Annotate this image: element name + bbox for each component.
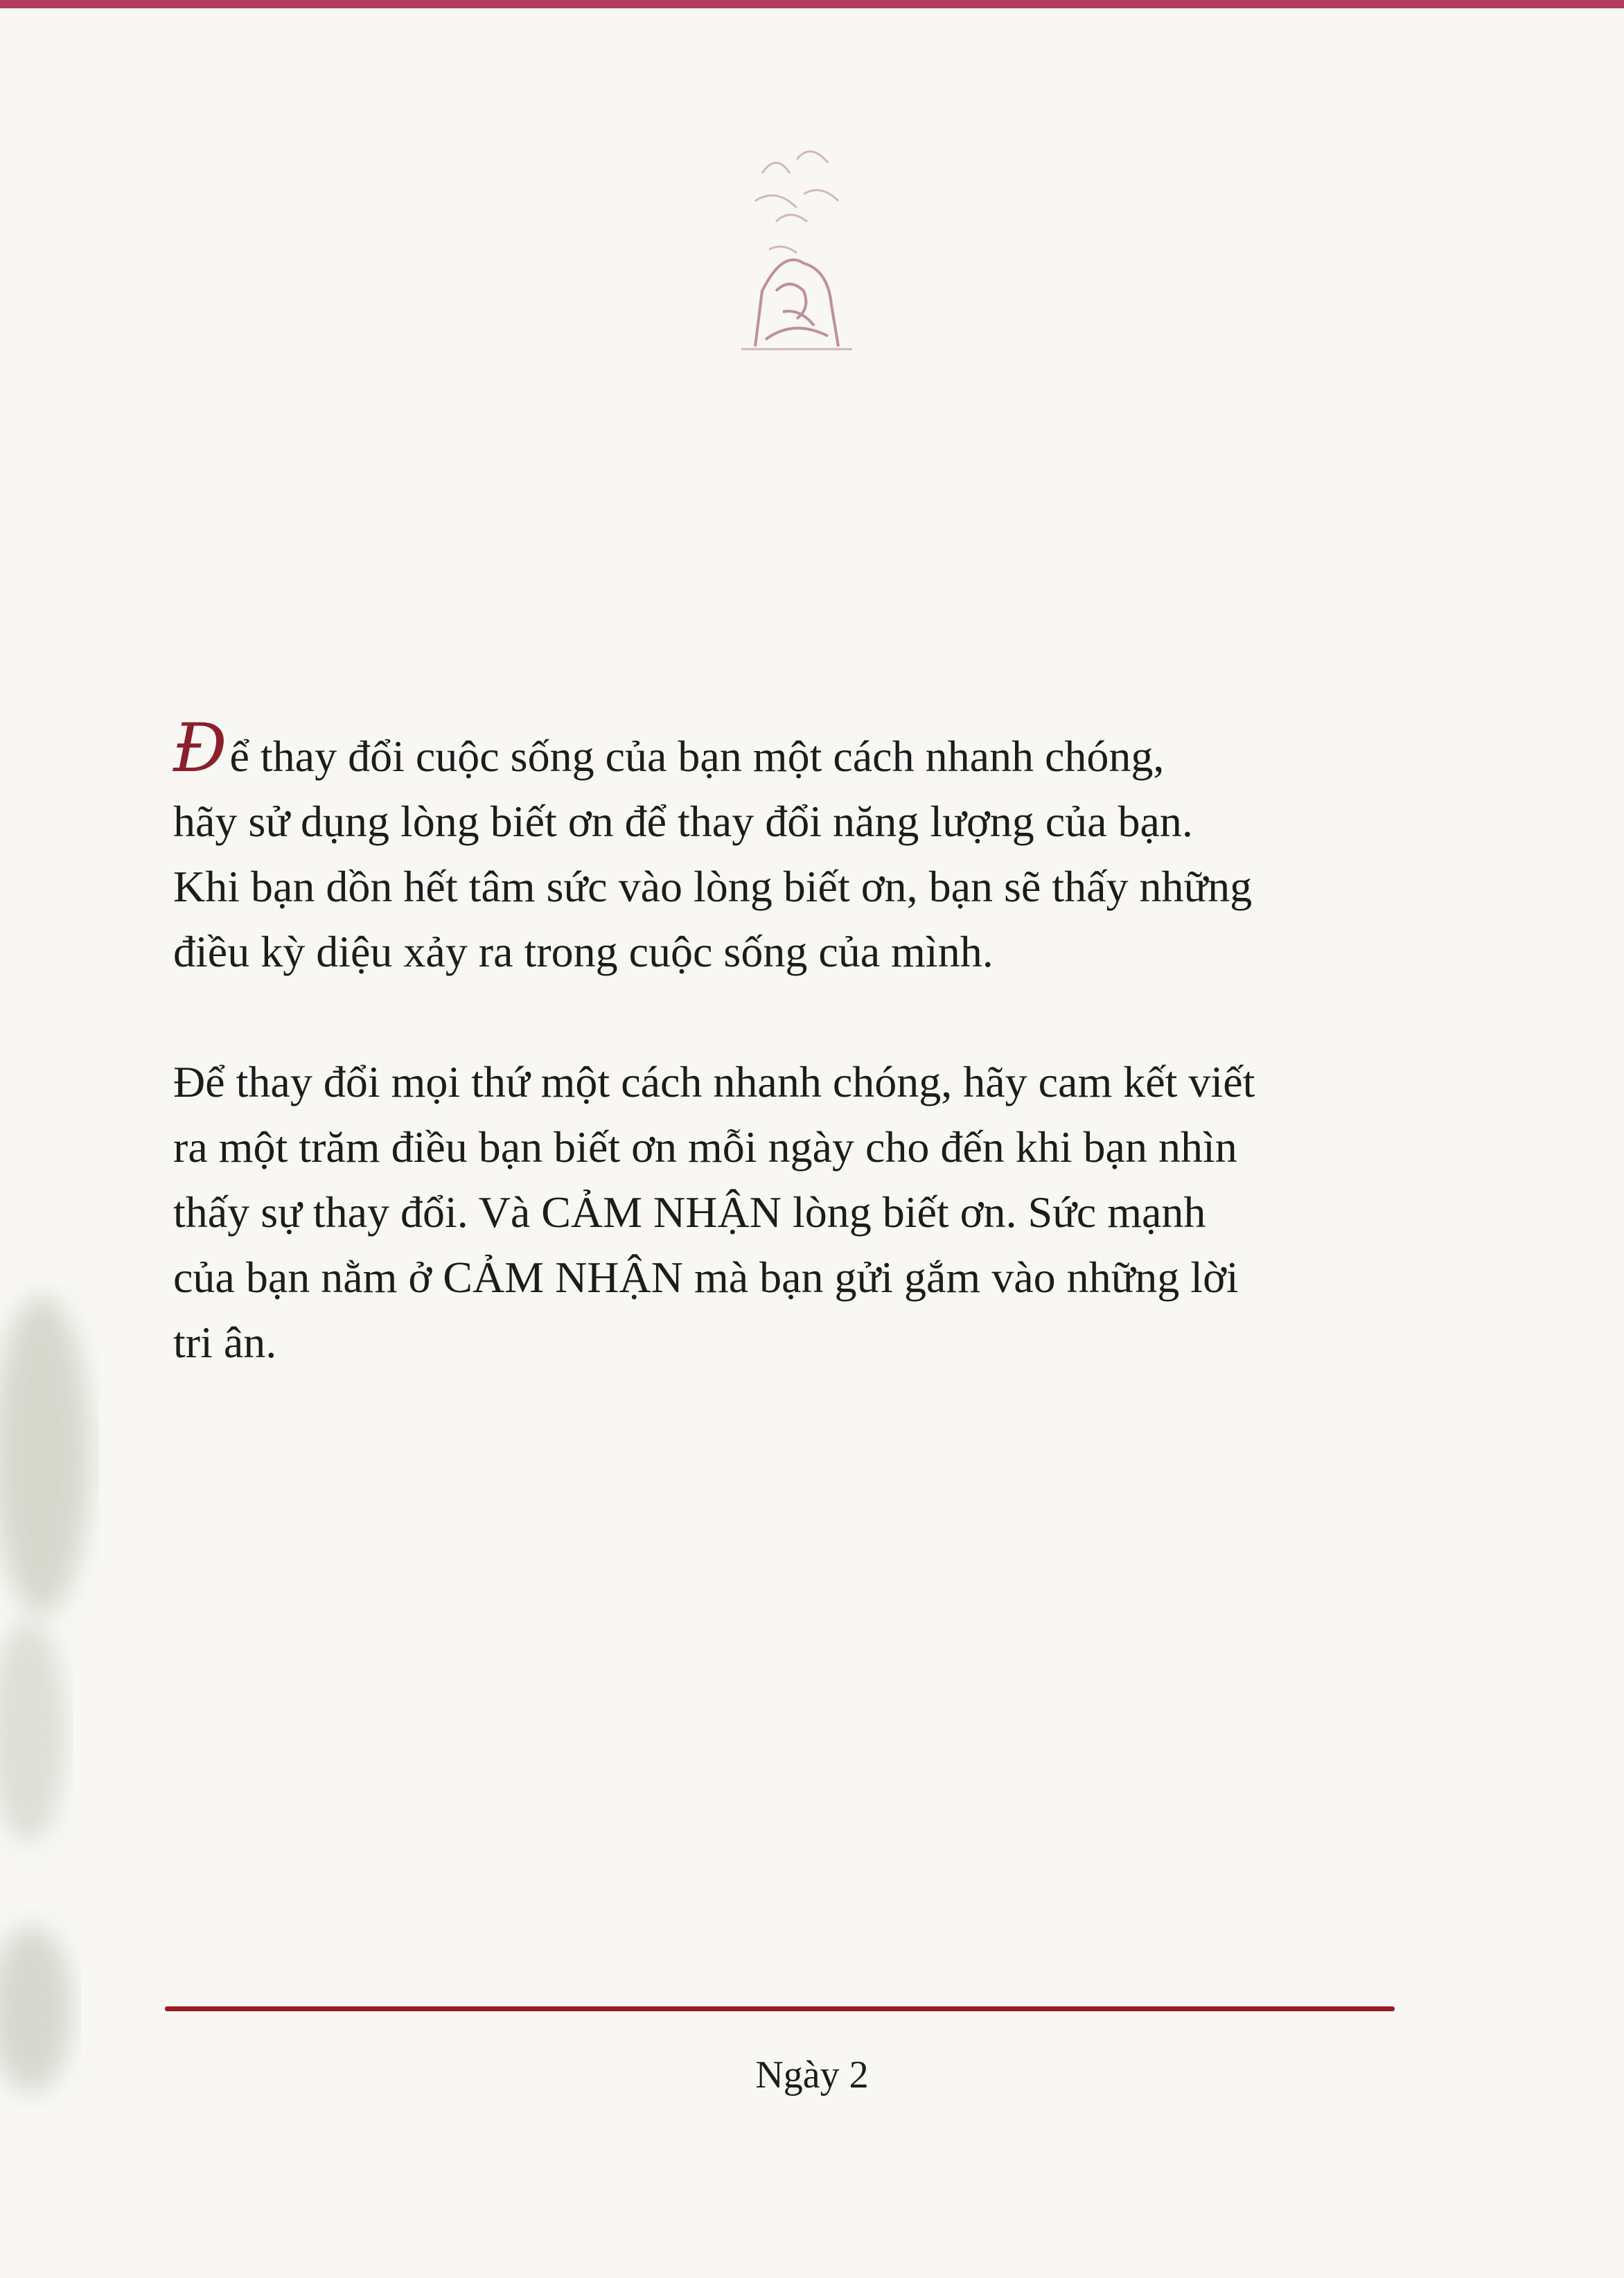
paragraph-2-line-4: của bạn nằm ở CẢM NHẬN mà bạn gửi gắm vào những lời (173, 1253, 1239, 1302)
paragraph-2 (173, 1050, 1462, 1375)
rose-ornament-icon (714, 132, 880, 353)
paragraph-2-line-5: tri ân. (173, 1318, 277, 1367)
paragraph-1-line-2: hãy sử dụng lòng biết ơn để thay đổi năng lượng của bạn. (173, 797, 1193, 846)
paragraph-2-line-1: Để thay đổi mọi thứ một cách nhanh chóng, hãy cam kết viết (173, 1057, 1255, 1106)
paragraph-2-line-3: thấy sự thay đổi. Và CẢM NHẬN lòng biết ơn. Sức mạnh (173, 1187, 1206, 1237)
footer-divider (165, 2006, 1395, 2011)
paragraph-2-line-2: ra một trăm điều bạn biết ơn mỗi ngày cho đến khi bạn nhìn (173, 1122, 1237, 1172)
body-text (173, 709, 1462, 1375)
page-label: Ngày 2 (755, 2054, 869, 2096)
paragraph-1-line-1-text: ể thay đổi cuộc sống của bạn một cách nhanh chóng, (229, 732, 1165, 781)
paragraph-1-line-3: Khi bạn dồn hết tâm sức vào lòng biết ơn, bạn sẽ thấy những (173, 862, 1253, 911)
drop-cap: Đ (173, 709, 227, 787)
paragraph-1-line-4: điều kỳ diệu xảy ra trong cuộc sống của mình. (173, 927, 994, 976)
page-top-edge (0, 0, 1624, 8)
paragraph-1 (173, 709, 1462, 985)
paragraph-1-line-1 (173, 709, 1462, 789)
